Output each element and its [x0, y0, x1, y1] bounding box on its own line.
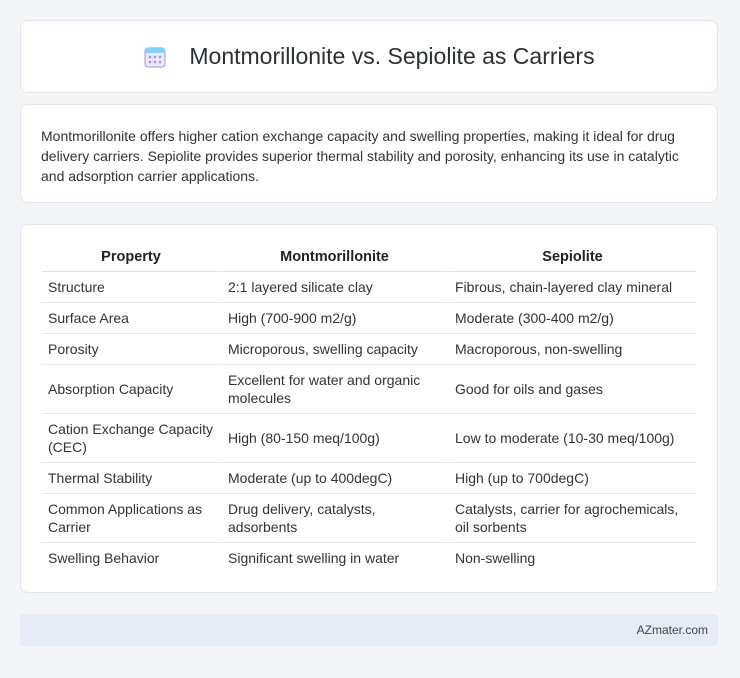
page-title: Montmorillonite vs. Sepiolite as Carriers — [189, 43, 595, 69]
sepiolite-cell: Catalysts, carrier for agrochemicals, oil sorbents — [447, 494, 696, 543]
comparison-table — [42, 243, 696, 573]
property-cell: Common Applications as Carrier — [42, 494, 220, 543]
montmorillonite-cell: High (80-150 meq/100g) — [220, 414, 447, 463]
property-cell: Thermal Stability — [42, 463, 220, 494]
table-row — [42, 334, 696, 365]
property-cell: Cation Exchange Capacity (CEC) — [42, 414, 220, 463]
calendar-grid-icon — [143, 45, 167, 69]
header-property: Property — [42, 243, 220, 272]
header-sepiolite: Sepiolite — [447, 243, 696, 272]
summary-card — [20, 104, 718, 203]
table-header-row — [42, 243, 696, 272]
table-row — [42, 463, 696, 494]
summary-text: Montmorillonite offers higher cation exchange capacity and swelling properties, making it ideal for drug delivery carriers. Sepiolite provides superior thermal stability and porosity, enhancing its use in catalytic and adsorption carrier applications. — [41, 128, 679, 184]
table-row — [42, 272, 696, 303]
footer-brand[interactable]: AZmater.com — [636, 623, 708, 637]
montmorillonite-cell: Microporous, swelling capacity — [220, 334, 447, 365]
table-row — [42, 543, 696, 573]
sepiolite-cell: Good for oils and gases — [447, 365, 696, 414]
montmorillonite-cell: Significant swelling in water — [220, 543, 447, 573]
sepiolite-cell: Low to moderate (10-30 meq/100g) — [447, 414, 696, 463]
footer-bar — [20, 614, 718, 646]
sepiolite-cell: Non-swelling — [447, 543, 696, 573]
property-cell: Absorption Capacity — [42, 365, 220, 414]
property-cell: Structure — [42, 272, 220, 303]
comparison-table-card — [20, 224, 718, 593]
montmorillonite-cell: Excellent for water and organic molecules — [220, 365, 447, 414]
sepiolite-cell: Macroporous, non-swelling — [447, 334, 696, 365]
sepiolite-cell: Moderate (300-400 m2/g) — [447, 303, 696, 334]
sepiolite-cell: High (up to 700degC) — [447, 463, 696, 494]
table-row — [42, 303, 696, 334]
montmorillonite-cell: Drug delivery, catalysts, adsorbents — [220, 494, 447, 543]
table-row — [42, 494, 696, 543]
montmorillonite-cell: Moderate (up to 400degC) — [220, 463, 447, 494]
table-row — [42, 414, 696, 463]
montmorillonite-cell: High (700-900 m2/g) — [220, 303, 447, 334]
header-montmorillonite: Montmorillonite — [220, 243, 447, 272]
property-cell: Surface Area — [42, 303, 220, 334]
sepiolite-cell: Fibrous, chain-layered clay mineral — [447, 272, 696, 303]
property-cell: Porosity — [42, 334, 220, 365]
property-cell: Swelling Behavior — [48, 550, 160, 566]
title-card — [20, 20, 718, 93]
montmorillonite-cell: 2:1 layered silicate clay — [220, 272, 447, 303]
table-row — [42, 365, 696, 414]
